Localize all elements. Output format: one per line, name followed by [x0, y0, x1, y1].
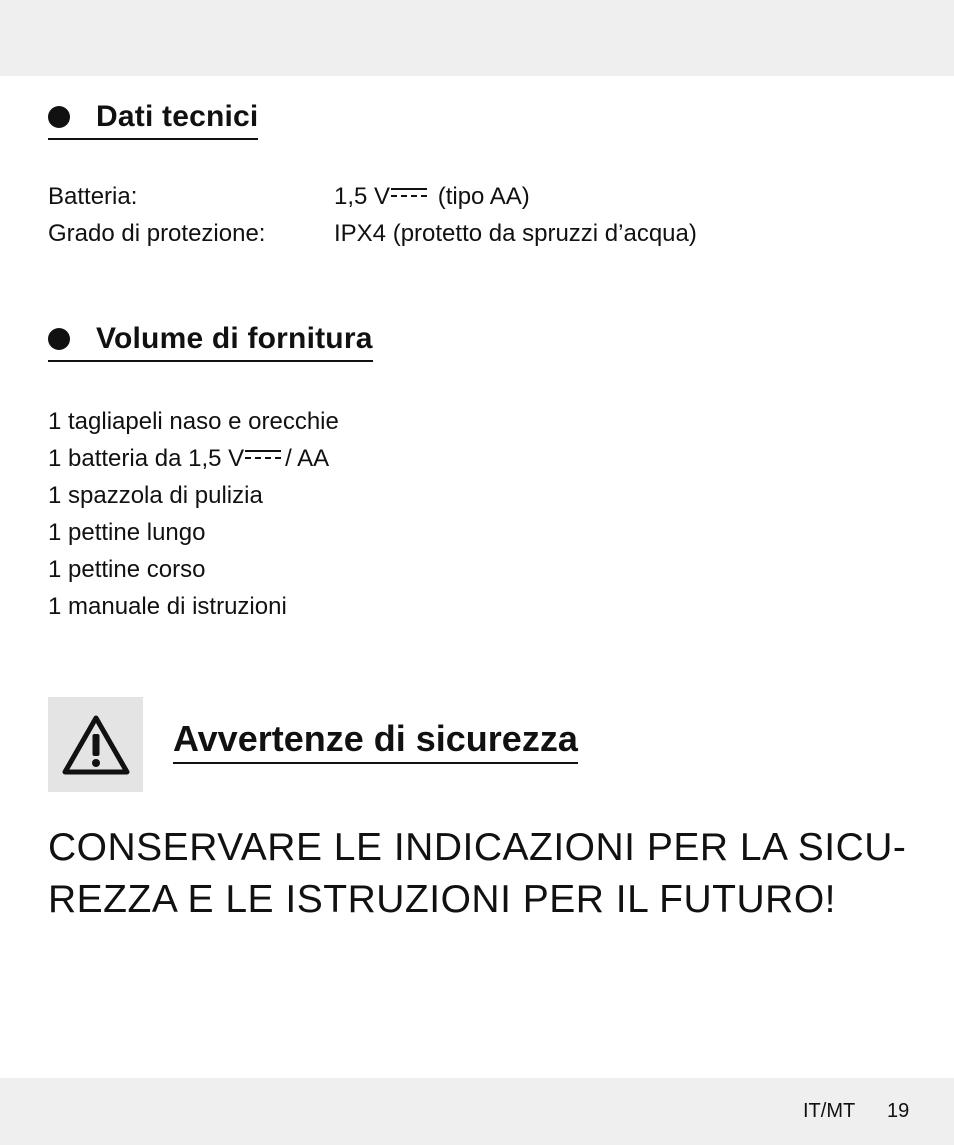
battery-voltage: 1,5 V — [334, 183, 391, 210]
dc-current-icon — [245, 450, 281, 464]
bullet-icon — [48, 106, 70, 128]
safety-heading: Avvertenze di sicurezza — [173, 718, 578, 764]
list-item: 1 pettine lungo — [48, 519, 206, 546]
technical-data-heading — [48, 100, 258, 140]
list-item: 1 tagliapeli naso e orecchie — [48, 408, 339, 435]
bullet-icon — [48, 328, 70, 350]
notice-line: REZZA E LE ISTRUZIONI PER IL FUTURO! — [48, 878, 836, 921]
list-item-text: 1 batteria da 1,5 V — [48, 445, 245, 472]
spec-label: Grado di protezione: — [48, 220, 266, 247]
list-item: 1 spazzola di pulizia — [48, 482, 263, 509]
supply-list — [48, 403, 339, 625]
dc-current-icon — [391, 188, 427, 202]
page-number: 19 — [887, 1100, 910, 1122]
supply-title: Volume di fornitura — [96, 322, 373, 355]
notice-line: CONSERVARE LE INDICAZIONI PER LA SICU- — [48, 826, 907, 869]
list-item-text: / AA — [285, 445, 330, 472]
supply-heading — [48, 322, 373, 362]
list-item — [48, 440, 339, 477]
battery-type: (tipo AA) — [431, 183, 530, 210]
warning-triangle-icon — [48, 697, 143, 792]
footer-language: IT/MT — [803, 1100, 856, 1122]
technical-data-title: Dati tecnici — [96, 100, 259, 133]
list-item: 1 pettine corso — [48, 556, 206, 583]
safety-notice — [48, 822, 928, 926]
header-band — [0, 0, 954, 76]
spec-value — [334, 182, 530, 212]
spec-label: Batteria: — [48, 183, 138, 210]
list-item: 1 manuale di istruzioni — [48, 593, 287, 620]
spec-value: IPX4 (protetto da spruzzi d’acqua) — [334, 220, 697, 247]
